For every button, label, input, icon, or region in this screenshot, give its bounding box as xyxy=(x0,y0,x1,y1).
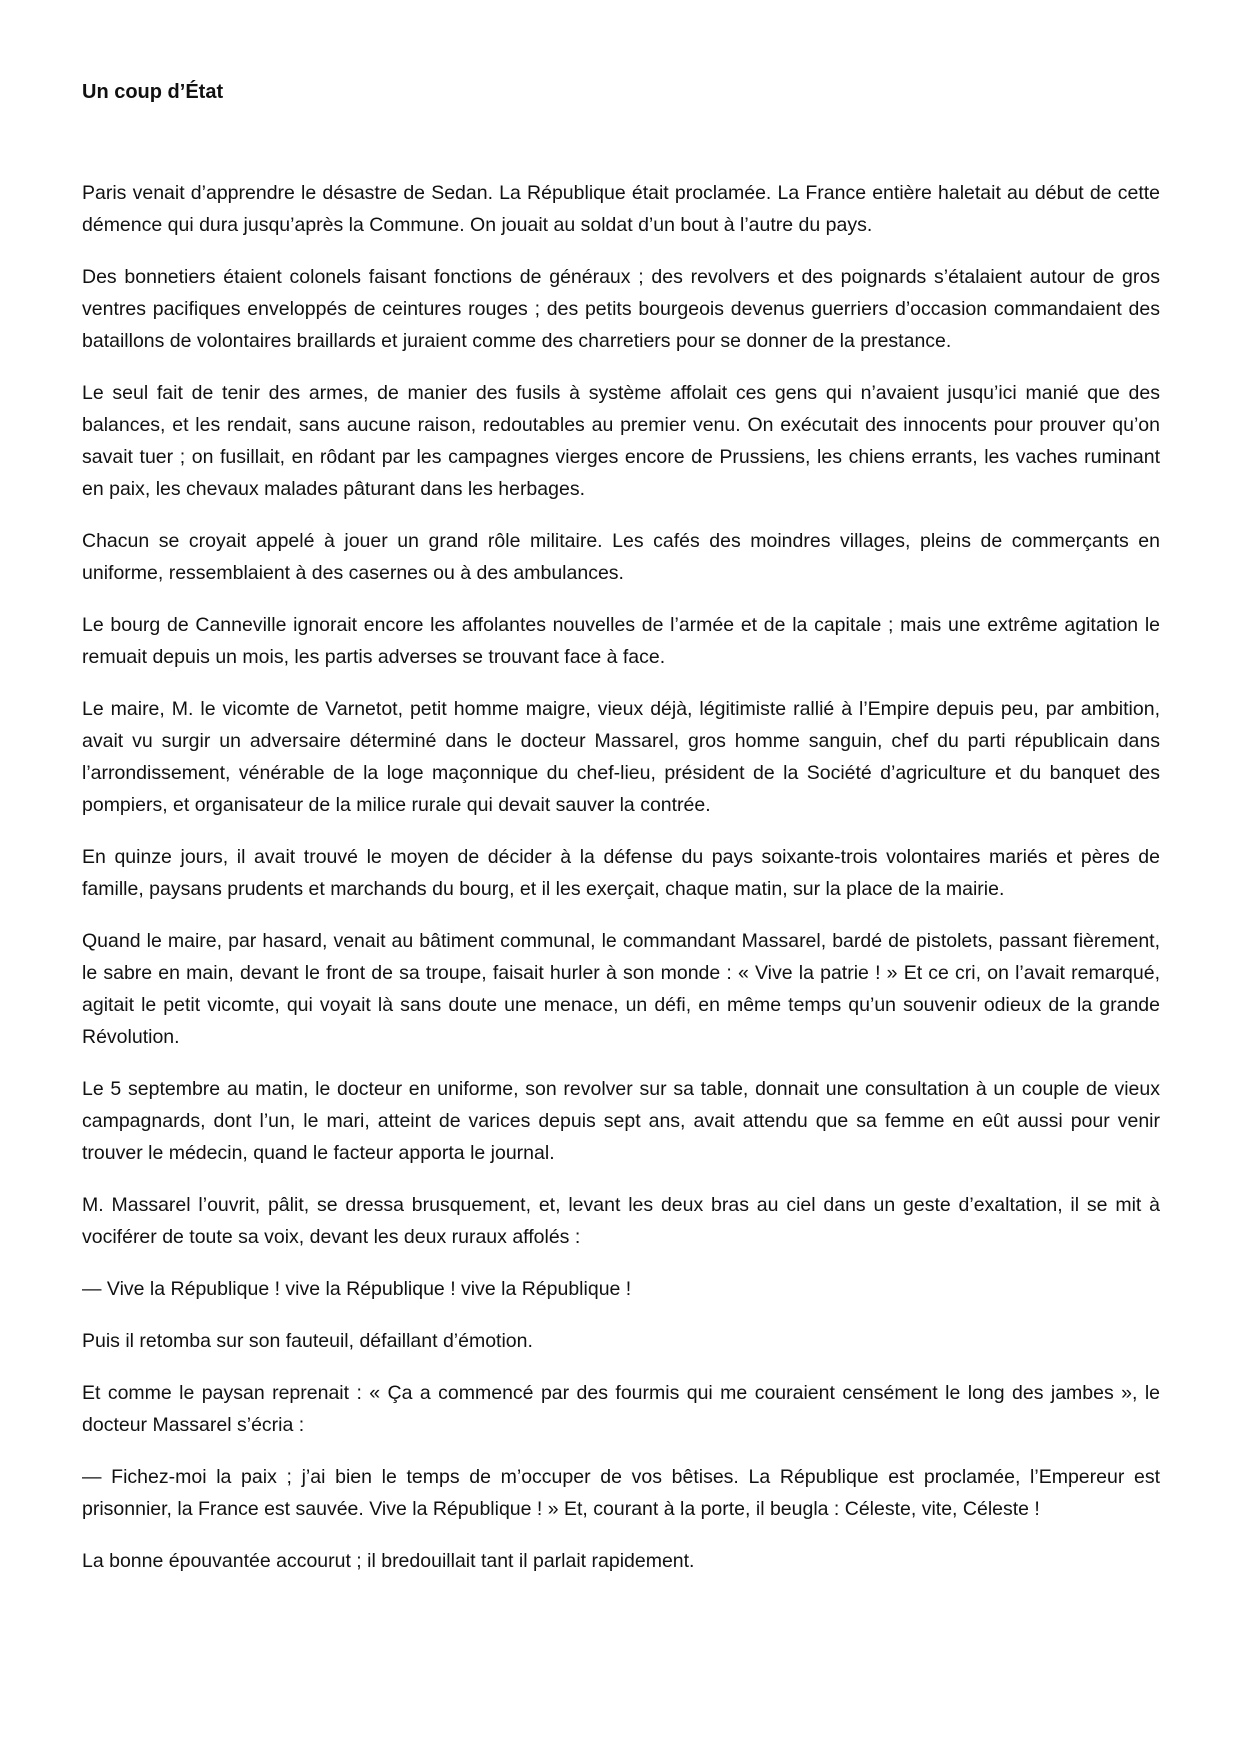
paragraph: Et comme le paysan reprenait : « Ça a commencé par des fourmis qui me couraient censément le long des jambes », le docteur Massarel s’écria : xyxy=(82,1382,1160,1436)
paragraph: Le seul fait de tenir des armes, de manier des fusils à système affolait ces gens qui n’avaient jusqu’ici manié que des balances, et les rendait, sans aucune raison, redoutables au premier venu. On exécutait des innocents pour prouver qu’on savait tuer ; on fusillait, en rôdant par les campagnes vierges encore de Prussiens, les chiens errants, les vaches ruminant en paix, les chevaux malades pâturant dans les herbages. xyxy=(82,382,1160,500)
dialogue-line: — Fichez-moi la paix ; j’ai bien le temps de m’occuper de vos bêtises. La République est proclamée, l’Empereur est prisonnier, la France est sauvée. Vive la République ! » Et, courant à la porte, il beugla : Céleste, vite, Céleste ! xyxy=(82,1466,1160,1520)
document-body xyxy=(82,78,1160,1597)
paragraph: La bonne épouvantée accourut ; il bredouillait tant il parlait rapidement. xyxy=(82,1550,695,1572)
paragraph: En quinze jours, il avait trouvé le moyen de décider à la défense du pays soixante-trois volontaires mariés et pères de famille, paysans prudents et marchands du bourg, et il les exerçait, chaque matin, sur la place de la mairie. xyxy=(82,846,1160,900)
document-title: Un coup d’État xyxy=(82,81,224,103)
paragraph: Chacun se croyait appelé à jouer un grand rôle militaire. Les cafés des moindres villages, pleins de commerçants en uniforme, ressemblaient à des casernes ou à des ambulances. xyxy=(82,530,1160,584)
paragraph: Le bourg de Canneville ignorait encore les affolantes nouvelles de l’armée et de la capitale ; mais une extrême agitation le remuait depuis un mois, les partis adverses se trouvant face à face. xyxy=(82,614,1160,668)
paragraph: Des bonnetiers étaient colonels faisant fonctions de généraux ; des revolvers et des poignards s’étalaient autour de gros ventres pacifiques enveloppés de ceintures rouges ; des petits bourgeois devenus guerriers d’occasion commandaient des bataillons de volontaires braillards et juraient comme des charretiers pour se donner de la prestance. xyxy=(82,266,1160,352)
paragraph: M. Massarel l’ouvrit, pâlit, se dressa brusquement, et, levant les deux bras au ciel dans un geste d’exaltation, il se mit à vociférer de toute sa voix, devant les deux ruraux affolés : xyxy=(82,1194,1160,1248)
dialogue-line: — Vive la République ! vive la République ! vive la République ! xyxy=(82,1278,632,1300)
paragraph: Quand le maire, par hasard, venait au bâtiment communal, le commandant Massarel, bardé de pistolets, passant fièrement, le sabre en main, devant le front de sa troupe, faisait hurler à son monde : « Vive la patrie ! » Et ce cri, on l’avait remarqué, agitait le petit vicomte, qui voyait là sans doute une menace, un défi, en même temps qu’un souvenir odieux de la grande Révolution. xyxy=(82,930,1160,1048)
paragraph: Paris venait d’apprendre le désastre de Sedan. La République était proclamée. La France entière haletait au début de cette démence qui dura jusqu’après la Commune. On jouait au soldat d’un bout à l’autre du pays. xyxy=(82,182,1160,236)
paragraph: Puis il retomba sur son fauteuil, défaillant d’émotion. xyxy=(82,1330,533,1352)
paragraph: Le maire, M. le vicomte de Varnetot, petit homme maigre, vieux déjà, légitimiste rallié à l’Empire depuis peu, par ambition, avait vu surgir un adversaire déterminé dans le docteur Massarel, gros homme sanguin, chef du parti républicain dans l’arrondissement, vénérable de la loge maçonnique du chef-lieu, président de la Société d’agriculture et du banquet des pompiers, et organisateur de la milice rurale qui devait sauver la contrée. xyxy=(82,698,1160,816)
paragraph: Le 5 septembre au matin, le docteur en uniforme, son revolver sur sa table, donnait une consultation à un couple de vieux campagnards, dont l’un, le mari, atteint de varices depuis sept ans, avait attendu que sa femme en eût aussi pour venir trouver le médecin, quand le facteur apporta le journal. xyxy=(82,1078,1160,1164)
